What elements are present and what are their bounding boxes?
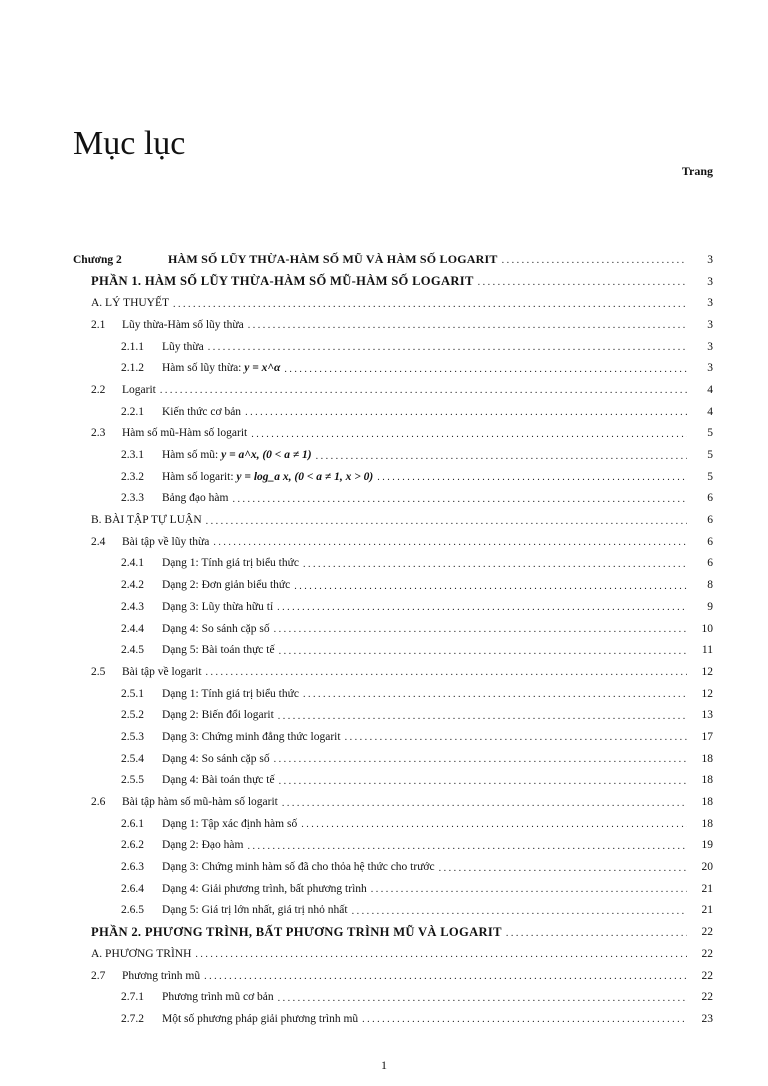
toc-entry-title [122, 319, 244, 331]
toc-entry-number: 2.4.4 [121, 622, 144, 635]
toc-entry-page: 12 [701, 687, 713, 700]
toc-entry-title [162, 406, 241, 418]
toc-entry-title-text: Phương trình mũ [122, 969, 201, 982]
toc-entry-number: 2.4.3 [121, 600, 144, 613]
toc-dot-leader [371, 884, 687, 895]
toc-entry-title [162, 753, 270, 765]
toc-entry[interactable] [73, 574, 713, 596]
toc-entry-title [162, 839, 243, 851]
toc-entry[interactable] [73, 531, 713, 553]
toc-entry-page: 17 [701, 730, 713, 743]
toc-dot-leader [279, 646, 687, 657]
toc-entry-title-text: B. BÀI TẬP TỰ LUẬN [91, 514, 202, 527]
toc-dot-leader [377, 472, 687, 483]
page-number: 1 [381, 1058, 387, 1072]
toc-entry-title-text: Hàm số mũ: [162, 449, 222, 462]
toc-dot-leader [245, 407, 687, 418]
toc-dot-leader [502, 255, 687, 266]
toc-entry-number: 2.5.4 [121, 752, 144, 765]
toc-entry-title [162, 883, 367, 895]
toc-entry-page: 4 [707, 383, 713, 396]
toc-entry-title-text: Một số phương pháp giải phương trình mũ [162, 1012, 359, 1025]
toc-entry-math: y = a^x, (0 < a ≠ 1) [221, 449, 312, 462]
toc-entry[interactable] [73, 791, 713, 813]
toc-entry[interactable] [73, 770, 713, 792]
toc-entry-page: 5 [707, 449, 713, 462]
toc-entry-title [162, 991, 274, 1003]
toc-entry-title-text: Logarit [122, 383, 156, 396]
toc-dot-leader [160, 385, 687, 396]
toc-entry[interactable] [73, 943, 713, 965]
toc-dot-leader [247, 841, 687, 852]
toc-entry-number: 2.4.1 [121, 557, 144, 570]
toc-dot-leader [204, 971, 687, 982]
toc-entry-number: 2.7 [91, 969, 106, 982]
toc-entry[interactable] [73, 639, 713, 661]
toc-entry[interactable] [73, 921, 713, 943]
toc-dot-leader [278, 711, 687, 722]
toc-entry-title-text: HÀM SỐ LŨY THỪA-HÀM SỐ MŨ VÀ HÀM SỐ LOGARIT [168, 252, 498, 267]
toc-entry-title [162, 449, 312, 461]
toc-dot-leader [284, 364, 687, 375]
toc-entry[interactable] [73, 596, 713, 618]
toc-entry-title [162, 362, 280, 374]
toc-dot-leader [208, 342, 687, 353]
toc-entry-number: 2.3.3 [121, 492, 144, 505]
toc-entry-number: 2.6.4 [121, 882, 144, 895]
toc-entry[interactable] [73, 292, 713, 314]
toc-entry-title-text: Bài tập về logarit [122, 665, 202, 678]
toc-entry-title-text: Dạng 1: Tính giá trị biểu thức [162, 687, 299, 700]
toc-entry-page: 19 [701, 839, 713, 852]
toc-entry-title-text: Dạng 1: Tập xác định hàm số [162, 817, 298, 830]
toc-entry-number: 2.4.5 [121, 644, 144, 657]
toc-entry-title [162, 492, 228, 504]
toc-entry[interactable] [73, 900, 713, 922]
toc-entry[interactable] [73, 379, 713, 401]
toc-entry-title-text: Dạng 3: Chứng minh hàm số đã cho thỏa hệ thức cho trước [162, 861, 435, 874]
toc-entry-page: 9 [707, 600, 713, 613]
toc-entry-title [122, 666, 202, 678]
toc-dot-leader [248, 320, 687, 331]
toc-dot-leader [279, 776, 687, 787]
toc-entry-title-text: Bảng đạo hàm [162, 492, 229, 505]
toc-entry-title [122, 384, 156, 396]
toc-entry[interactable] [73, 1008, 713, 1030]
toc-entry[interactable] [73, 357, 713, 379]
toc-entry-title [91, 948, 191, 960]
toc-entry-number: 2.6.3 [121, 861, 144, 874]
toc-entry-number: 2.1.1 [121, 340, 144, 353]
toc-entry-title-text: Dạng 3: Lũy thừa hữu tỉ [162, 600, 274, 613]
toc-entry-page: 20 [701, 861, 713, 874]
toc-entry-title [162, 623, 270, 635]
toc-dot-leader [301, 819, 687, 830]
table-of-contents [73, 249, 713, 1030]
toc-entry-number: 2.1 [91, 318, 106, 331]
toc-dot-leader [195, 949, 687, 960]
toc-dot-leader [213, 537, 687, 548]
toc-dot-leader [251, 429, 687, 440]
toc-entry-title-text: Dạng 1: Tính giá trị biểu thức [162, 557, 299, 570]
toc-dot-leader [278, 993, 687, 1004]
toc-entry[interactable] [73, 249, 713, 271]
toc-entry-title-text: Dạng 4: So sánh cặp số [162, 752, 270, 765]
toc-entry-title [122, 970, 200, 982]
toc-entry[interactable] [73, 618, 713, 640]
toc-entry-page: 21 [701, 882, 713, 895]
toc-entry-title [168, 252, 498, 267]
toc-entry-title-text: A. PHƯƠNG TRÌNH [91, 947, 192, 960]
toc-entry-number: 2.2 [91, 383, 106, 396]
toc-entry[interactable] [73, 813, 713, 835]
toc-entry-title-text: Hàm số lũy thừa: [162, 362, 245, 375]
page-column-header: Trang [681, 164, 713, 178]
toc-entry-number: 2.3.2 [121, 470, 144, 483]
toc-entry-page: 3 [707, 340, 713, 353]
page-title: Mục lục [73, 125, 186, 162]
toc-entry-page: 3 [707, 318, 713, 331]
toc-entry-page: 11 [701, 644, 713, 657]
toc-entry-title [122, 796, 278, 808]
toc-dot-leader [206, 667, 687, 678]
toc-entry[interactable] [73, 466, 713, 488]
toc-entry-page: 5 [707, 427, 713, 440]
toc-entry-title-text: Kiến thức cơ bản [162, 405, 242, 418]
toc-entry-title-text: A. LÝ THUYẾT [91, 297, 170, 310]
toc-entry-page: 23 [701, 1012, 713, 1025]
toc-dot-leader [282, 798, 687, 809]
toc-entry[interactable] [73, 683, 713, 705]
toc-entry[interactable] [73, 726, 713, 748]
toc-entry-title-text: Lũy thừa [162, 340, 204, 353]
toc-entry[interactable] [73, 835, 713, 857]
toc-entry[interactable] [73, 878, 713, 900]
toc-entry-title [162, 818, 297, 830]
toc-entry-title-text: PHẦN 1. HÀM SỐ LŨY THỪA-HÀM SỐ MŨ-HÀM SỐ LOGARIT [91, 274, 474, 289]
toc-entry-math: y = x^α [244, 362, 281, 375]
toc-entry-title [91, 274, 474, 289]
toc-entry-title [162, 471, 373, 483]
toc-entry-title-text: Dạng 5: Giá trị lớn nhất, giá trị nhỏ nhất [162, 904, 348, 917]
toc-entry[interactable] [73, 553, 713, 575]
toc-entry[interactable] [73, 423, 713, 445]
toc-entry-number: 2.6.5 [121, 904, 144, 917]
toc-entry-page: 3 [707, 275, 713, 288]
toc-entry-page: 13 [701, 709, 713, 722]
toc-entry-title [162, 341, 204, 353]
toc-dot-leader [316, 451, 687, 462]
toc-entry-title-text: Dạng 4: Bài toán thực tế [162, 774, 275, 787]
toc-entry-title-text: Bài tập về lũy thừa [122, 535, 210, 548]
toc-entry-number: 2.2.1 [121, 405, 144, 418]
toc-entry-page: 6 [707, 492, 713, 505]
toc-entry-title [162, 904, 348, 916]
toc-entry-page: 22 [701, 991, 713, 1004]
toc-entry-page: 10 [701, 622, 713, 635]
toc-dot-leader [303, 689, 687, 700]
toc-dot-leader [362, 1014, 687, 1025]
toc-entry-page: 6 [707, 557, 713, 570]
toc-entry-page: 18 [701, 796, 713, 809]
toc-dot-leader [506, 928, 687, 939]
toc-entry-number: 2.5.3 [121, 730, 144, 743]
toc-entry[interactable] [73, 986, 713, 1008]
toc-dot-leader [478, 277, 687, 288]
toc-entry-title [162, 688, 299, 700]
toc-entry[interactable] [73, 965, 713, 987]
toc-entry-page: 3 [707, 362, 713, 375]
toc-entry-title-text: Dạng 4: So sánh cặp số [162, 622, 270, 635]
toc-entry-title-text: Dạng 3: Chứng minh đẳng thức logarit [162, 730, 341, 743]
toc-entry-page: 3 [707, 253, 713, 266]
toc-dot-leader [303, 559, 687, 570]
toc-entry-page: 6 [707, 514, 713, 527]
toc-entry-number: 2.6.2 [121, 839, 144, 852]
toc-entry-number: Chương 2 [73, 253, 122, 266]
toc-entry-page: 22 [701, 969, 713, 982]
toc-entry-number: 2.5 [91, 665, 106, 678]
toc-entry[interactable] [73, 509, 713, 531]
toc-entry-title-text: Dạng 2: Đơn giản biểu thức [162, 579, 291, 592]
toc-entry-title [91, 514, 202, 526]
toc-entry-title-text: Bài tập hàm số mũ-hàm số logarit [122, 796, 278, 809]
toc-dot-leader [274, 624, 687, 635]
toc-dot-leader [277, 602, 687, 613]
toc-entry-title-text: PHẦN 2. PHƯƠNG TRÌNH, BẤT PHƯƠNG TRÌNH MŨ VÀ LOGARIT [91, 924, 502, 939]
toc-entry-page: 3 [707, 297, 713, 310]
toc-entry-number: 2.5.1 [121, 687, 144, 700]
toc-entry[interactable] [73, 401, 713, 423]
toc-entry-page: 21 [701, 904, 713, 917]
toc-entry-title [162, 579, 290, 591]
toc-entry[interactable] [73, 488, 713, 510]
toc-entry-math: y = log_a x, (0 < a ≠ 1, x > 0) [236, 470, 374, 483]
toc-entry-number: 2.1.2 [121, 362, 144, 375]
toc-entry[interactable] [73, 444, 713, 466]
toc-entry-page: 18 [701, 817, 713, 830]
toc-entry[interactable] [73, 336, 713, 358]
toc-entry[interactable] [73, 661, 713, 683]
toc-entry-page: 8 [707, 579, 713, 592]
toc-dot-leader [173, 299, 687, 310]
toc-dot-leader [274, 754, 687, 765]
toc-entry[interactable] [73, 271, 713, 293]
toc-entry[interactable] [73, 856, 713, 878]
toc-entry-page: 22 [701, 926, 713, 939]
toc-dot-leader [232, 494, 687, 505]
toc-entry-page: 22 [701, 947, 713, 960]
toc-entry-number: 2.6 [91, 796, 106, 809]
toc-entry-number: 2.4 [91, 535, 106, 548]
toc-entry[interactable] [73, 748, 713, 770]
toc-dot-leader [439, 863, 687, 874]
toc-entry-title [162, 731, 341, 743]
toc-entry-title [122, 427, 247, 439]
toc-entry-number: 2.5.5 [121, 774, 144, 787]
toc-entry-number: 2.3.1 [121, 449, 144, 462]
toc-dot-leader [206, 516, 687, 527]
toc-entry-page: 18 [701, 774, 713, 787]
toc-entry[interactable] [73, 314, 713, 336]
toc-entry-number: 2.7.2 [121, 1012, 144, 1025]
toc-entry-page: 5 [707, 470, 713, 483]
toc-entry-number: 2.5.2 [121, 709, 144, 722]
toc-entry-title-text: Hàm số logarit: [162, 470, 237, 483]
toc-entry-number: 2.7.1 [121, 991, 144, 1004]
toc-dot-leader [345, 732, 687, 743]
toc-entry-title [162, 644, 275, 656]
toc-entry-title [162, 774, 275, 786]
toc-entry-title-text: Dạng 4: Giải phương trình, bất phương trình [162, 882, 367, 895]
toc-entry-title [91, 925, 502, 940]
toc-entry-number: 2.4.2 [121, 579, 144, 592]
toc-entry-title-text: Dạng 5: Bài toán thực tế [162, 644, 275, 657]
toc-entry-title [162, 709, 274, 721]
toc-dot-leader [294, 581, 687, 592]
toc-entry-title [162, 557, 299, 569]
toc-entry-page: 12 [701, 665, 713, 678]
toc-entry-title-text: Hàm số mũ-Hàm số logarit [122, 427, 248, 440]
toc-entry-title [162, 601, 273, 613]
toc-entry-title [91, 297, 169, 309]
toc-entry-title [162, 1013, 358, 1025]
toc-dot-leader [352, 906, 687, 917]
toc-entry-title [162, 861, 435, 873]
toc-entry-number: 2.3 [91, 427, 106, 440]
toc-entry-page: 18 [701, 752, 713, 765]
toc-entry[interactable] [73, 704, 713, 726]
toc-entry-title-text: Phương trình mũ cơ bản [162, 991, 274, 1004]
toc-entry-page: 4 [707, 405, 713, 418]
toc-entry-title [122, 536, 209, 548]
toc-entry-title-text: Lũy thừa-Hàm số lũy thừa [122, 318, 244, 331]
toc-entry-title-text: Dạng 2: Đạo hàm [162, 839, 244, 852]
toc-entry-page: 6 [707, 535, 713, 548]
toc-entry-number: 2.6.1 [121, 817, 144, 830]
toc-entry-title-text: Dạng 2: Biến đổi logarit [162, 709, 274, 722]
